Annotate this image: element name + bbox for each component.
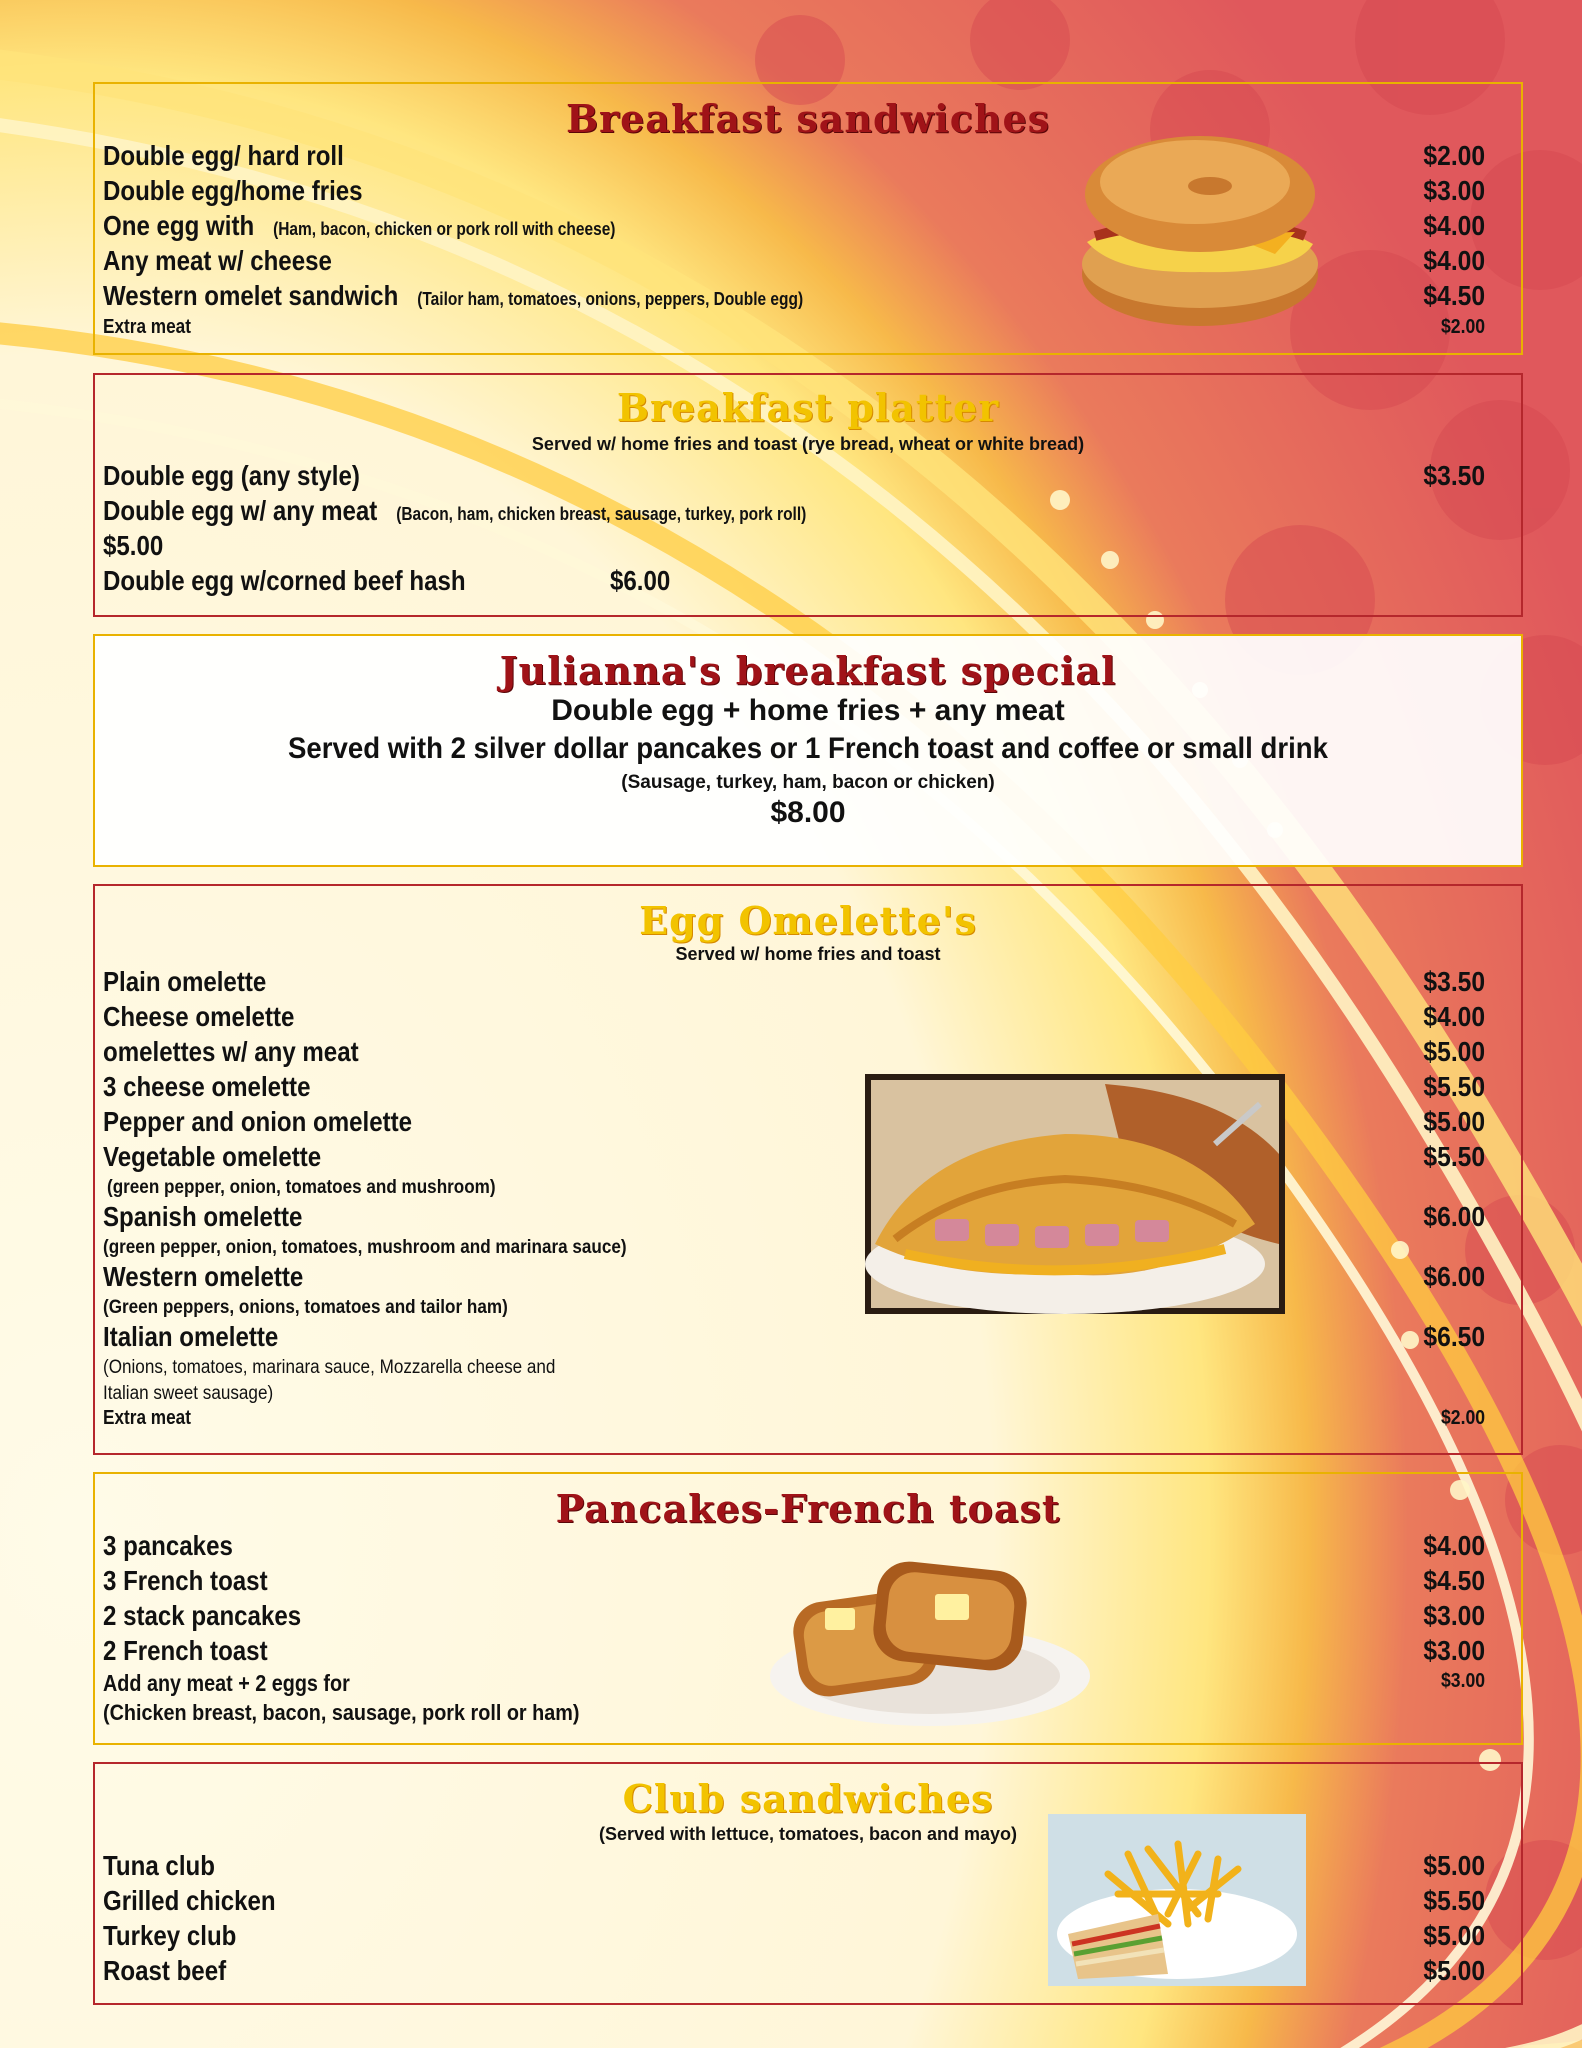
menu-item-description: (green pepper, onion, tomatoes, mushroom and marinara sauce) — [103, 1237, 627, 1258]
menu-item: Vegetable omelette — [103, 1141, 322, 1172]
menu-item: 2 French toast — [103, 1635, 268, 1666]
menu-price: $2.00 — [1440, 316, 1485, 338]
menu-item: Plain omelette — [103, 966, 267, 997]
breakfast-platter-section — [93, 373, 1523, 617]
menu-price: $5.00 — [1423, 1920, 1485, 1951]
menu-item: Cheese omelette — [103, 1001, 295, 1032]
menu-item: Extra meat — [103, 1407, 191, 1429]
menu-price: $3.00 — [1440, 1670, 1485, 1692]
menu-item-description: (Onions, tomatoes, marinara sauce, Mozzarella cheese and — [103, 1357, 556, 1378]
menu-item-description: (green pepper, onion, tomatoes and mushroom) — [107, 1177, 496, 1198]
menu-item-note: (Bacon, ham, chicken breast, sausage, turkey, pork roll) — [396, 504, 807, 524]
omelettes-subtitle: Served w/ home fries and toast — [675, 944, 941, 964]
menu-item: Double egg w/corned beef hash — [103, 565, 466, 596]
menu-item: Add any meat + 2 eggs for — [103, 1670, 350, 1696]
menu-item: Double egg/home fries — [103, 175, 363, 206]
menu-item: omelettes w/ any meat — [103, 1036, 359, 1067]
menu-price: $5.00 — [1423, 1036, 1485, 1067]
special-section — [93, 634, 1523, 867]
menu-item: Western omelette — [103, 1261, 304, 1292]
pancakes-title: Pancakes-French toast — [555, 1486, 1061, 1531]
menu-price: $4.50 — [1423, 1565, 1485, 1596]
omelettes-title: Egg Omelette's — [639, 898, 977, 943]
club-title: Club sandwiches — [622, 1776, 994, 1821]
breakfast-platter-title: Breakfast platter — [616, 385, 1000, 430]
menu-item: Double egg w/ any meat (Bacon, ham, chicken breast, sausage, turkey, pork roll) — [103, 495, 807, 526]
special-line2: Served with 2 silver dollar pancakes or 1 French toast and coffee or small drink — [288, 732, 1328, 765]
breakfast-sandwiches-title: Breakfast sandwiches — [565, 96, 1051, 141]
menu-item: Tuna club — [103, 1850, 215, 1881]
special-title: Julianna's breakfast special — [499, 648, 1117, 693]
menu-price: $6.00 — [610, 565, 671, 596]
menu-price: $6.50 — [1423, 1321, 1485, 1352]
menu-item-description: Italian sweet sausage) — [103, 1383, 274, 1404]
special-price: $8.00 — [770, 796, 846, 829]
menu-item: One egg with (Ham, bacon, chicken or pork roll with cheese) — [103, 210, 616, 241]
omelette-photo — [865, 1074, 1285, 1314]
menu-item: Italian omelette — [103, 1321, 279, 1352]
menu-item-description: (Green peppers, onions, tomatoes and tailor ham) — [103, 1297, 508, 1318]
club-sandwich-photo — [1048, 1814, 1306, 1986]
breakfast-sandwiches-section — [93, 82, 1523, 355]
menu-price: $5.50 — [1423, 1071, 1485, 1102]
menu-price: $6.00 — [1423, 1261, 1485, 1292]
menu-price: $4.00 — [1423, 1001, 1485, 1032]
menu-item: Grilled chicken — [103, 1885, 276, 1916]
menu-item-note: (Ham, bacon, chicken or pork roll with cheese) — [273, 219, 616, 239]
menu-price: $3.50 — [1423, 460, 1485, 491]
bagel-sandwich-photo — [1075, 124, 1325, 334]
menu-item: Pepper and onion omelette — [103, 1106, 413, 1137]
menu-price: $3.00 — [1423, 1600, 1485, 1631]
menu-price: $3.00 — [1423, 1635, 1485, 1666]
menu-item-note: (Tailor ham, tomatoes, onions, peppers, Double egg) — [417, 289, 804, 309]
menu-item: 3 cheese omelette — [103, 1071, 311, 1102]
omelettes-section — [93, 884, 1523, 1455]
club-sandwiches-section — [93, 1762, 1523, 2005]
menu-item-description: (Chicken breast, bacon, sausage, pork roll or ham) — [103, 1700, 580, 1725]
menu-item: Turkey club — [103, 1920, 237, 1951]
menu-item: Double egg (any style) — [103, 460, 360, 491]
french-toast-photo — [765, 1536, 1095, 1731]
menu-item: Extra meat — [103, 316, 191, 338]
menu-price: $2.00 — [1440, 1407, 1485, 1429]
menu-price: $4.00 — [1423, 210, 1485, 241]
menu-item: Any meat w/ cheese — [103, 245, 332, 276]
special-line1: Double egg + home fries + any meat — [551, 694, 1065, 727]
menu-item: 2 stack pancakes — [103, 1600, 302, 1631]
menu-price: $5.00 — [1423, 1955, 1485, 1986]
menu-price: $4.50 — [1423, 280, 1485, 311]
menu-price: $5.00 — [103, 530, 164, 561]
menu-price: $3.50 — [1423, 966, 1485, 997]
pancakes-section — [93, 1472, 1523, 1745]
club-subtitle: (Served with lettuce, tomatoes, bacon and mayo) — [598, 1824, 1018, 1844]
menu-item: Western omelet sandwich (Tailor ham, tomatoes, onions, peppers, Double egg) — [103, 280, 804, 311]
menu-price: $6.00 — [1423, 1201, 1485, 1232]
menu-price: $4.00 — [1423, 245, 1485, 276]
menu-item: Roast beef — [103, 1955, 227, 1986]
menu-price: $5.50 — [1423, 1885, 1485, 1916]
breakfast-platter-subtitle: Served w/ home fries and toast (rye bread, wheat or white bread) — [531, 434, 1085, 454]
menu-item: Spanish omelette — [103, 1201, 303, 1232]
menu-price: $5.00 — [1423, 1850, 1485, 1881]
menu-price: $5.00 — [1423, 1106, 1485, 1137]
menu-price: $4.00 — [1423, 1530, 1485, 1561]
menu-price: $5.50 — [1423, 1141, 1485, 1172]
menu-item: Double egg/ hard roll — [103, 140, 344, 171]
menu-price: $2.00 — [1423, 140, 1485, 171]
menu-price: $3.00 — [1423, 175, 1485, 206]
menu-item: 3 pancakes — [103, 1530, 233, 1561]
menu-item: 3 French toast — [103, 1565, 268, 1596]
special-note: (Sausage, turkey, ham, bacon or chicken) — [621, 772, 995, 793]
